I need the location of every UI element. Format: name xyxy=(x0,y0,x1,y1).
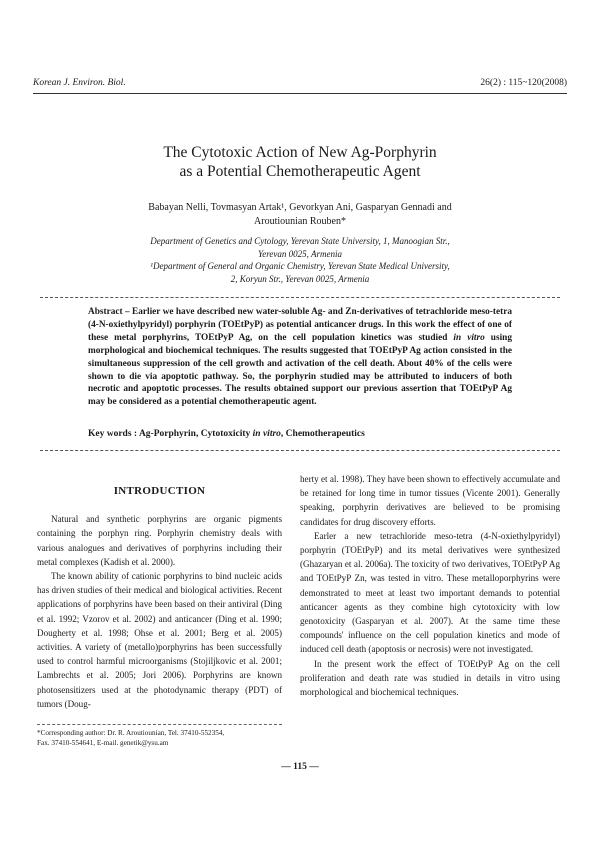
header-rule xyxy=(33,93,567,94)
keywords-italic-term: in vitro xyxy=(252,429,281,439)
title-line-2: as a Potential Chemotherapeutic Agent xyxy=(179,163,421,180)
authors-line-1: Babayan Nelli, Tovmasyan Artak¹, Gevorkyan Ani, Gasparyan Gennadi and xyxy=(148,202,452,213)
affiliation-line: Department of Genetics and Cytology, Yerevan State University, 1, Manoogian Str., xyxy=(150,236,450,246)
footnote xyxy=(37,729,282,748)
right-column xyxy=(300,472,560,699)
footnote-rule xyxy=(37,724,282,725)
body-paragraph: The known ability of cationic porphyrins to bind nucleic acids has driven studies of their medical and biological activities. Recent applications of porphyrins have been based on their antiviral (Ding et al. 1992; Vzorov et al. 2002) and anticancer (Ding et al. 1990; Dougherty et al. 1998; Ohse et al. 2001; Berg et al. 2005) activities. A variety of (metallo)porphyrins has been successfully used to control harmful microorganisms (Stojiljkovic et al. 2001; Lambrechts et al. 2005; Jori 2006). Porphyrins are known photosensitizers used at the photodynamic therapy (PDT) of tumors (Doug- xyxy=(37,571,282,709)
keywords xyxy=(88,429,512,439)
footnote-line-2: Fax. 37410-554641, E-mail. genetik@ysu.am xyxy=(37,738,169,747)
abstract-top-rule xyxy=(40,297,560,298)
body-paragraph: In the present work the effect of TOEtPyP Ag on the cell proliferation and death rate was studied in details in vitro using morphological and biochemical techniques. xyxy=(300,658,560,698)
abstract xyxy=(88,306,512,409)
abstract-text: – Earlier we have described new water-soluble Ag- and Zn-derivatives of tetrachloride meso-tetra (4-N-oxiethylpyridyl) porphyrin (TOEtPyP) as potential anticancer drugs. In this work the effect of one of these metal porphyrins, TOEtPyP Ag, on the cell population kinetics was studied xyxy=(88,307,513,343)
abstract-italic-term: in vitro xyxy=(453,332,485,343)
paper-title xyxy=(80,143,520,181)
body-paragraph: Natural and synthetic porphyrins are organic pigments containing the porphyn ring. Porphyrin chemistry deals with various analogues and derivatives of porphyrins including their metal complexes (Kadish et al. 2000). xyxy=(37,514,282,567)
abstract-label: Abstract xyxy=(88,307,123,317)
page-number: — 115 — xyxy=(281,762,319,772)
affiliation-line: Yerevan 0025, Armenia xyxy=(258,248,342,259)
footnote-line-1: *Corresponding author: Dr. R. Aroutiounian, Tel. 37410-552354, xyxy=(37,729,225,737)
authors-line-2: Aroutiounian Rouben* xyxy=(254,216,346,227)
keywords-text: Ag-Porphyrin, Cytotoxicity xyxy=(138,429,251,439)
keywords-label: Key words : xyxy=(88,429,138,439)
abstract-bottom-rule xyxy=(40,450,560,451)
affiliations xyxy=(110,235,490,285)
title-line-1: The Cytotoxic Action of New Ag-Porphyrin xyxy=(163,144,437,161)
body-paragraph: herty et al. 1998). They have been shown to effectively accumulate and be retained for long time in tumor tissues (Vicente 2001). Generally speaking, porphyrin derivatives are believed to be promising candidates for drug discovery efforts. xyxy=(300,474,560,527)
left-column xyxy=(37,472,282,711)
body-paragraph: Earler a new tetrachloride meso-tetra (4-N-oxiethylpyridyl) porphyrin (TOEtPyP) and its metal derivatives were synthesized (Ghazaryan et al. 2006a). The toxicity of two derivatives, TOEtPyP Ag and TOEtPyP Zn, was tested in vitro. These metalloporphyrins were demonstrated to meet at least two important demands to potential anticancer agents as they combine high cytotoxicity with low genotoxicity (Gasparyan et al. 2007). At the same time these compounds' influence on the cell population kinetics and mode of induced cell death (apoptosis or necrosis) were not investigated. xyxy=(300,530,560,655)
affiliation-line: 2, Koryun Str., Yerevan 0025, Armenia xyxy=(230,273,370,284)
keywords-text-cont: , Chemotherapeutics xyxy=(280,429,365,439)
author-list xyxy=(100,201,500,229)
affiliation-line: ¹Department of General and Organic Chemistry, Yerevan State Medical University, xyxy=(150,261,450,271)
running-header-journal: Korean J. Environ. Biol. xyxy=(33,78,126,88)
abstract-text-cont: using morphological and biochemical techniques. The results suggested that TOEtPyP Ag action consisted in the simultaneous suppression of the cell growth and activation of the cell death. About 40% of the cells were shown to die via apoptotic pathway. So, the porphyrin studied may be attributed to inducers of both necrotic and apoptotic processes. The results obtained support our previous assertion that TOEtPyP Ag may be considered as a potential chemotherapeutic agent. xyxy=(88,332,512,408)
section-heading-introduction: INTRODUCTION xyxy=(113,485,206,497)
running-header-citation: 26(2) : 115~120(2008) xyxy=(480,78,567,88)
